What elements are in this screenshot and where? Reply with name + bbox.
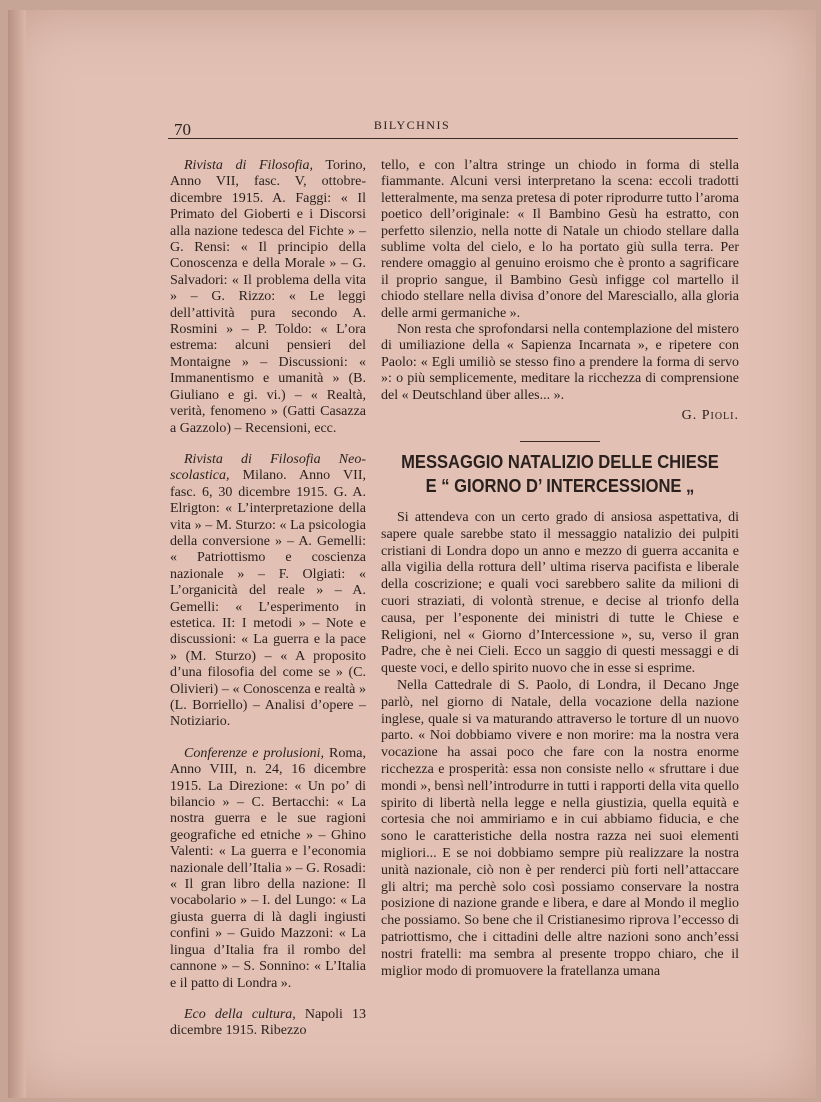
article-headline: [395, 450, 724, 498]
author-signature: G. Pioli.: [681, 408, 739, 424]
periodical-entry: [170, 158, 366, 437]
running-title: BILYCHNIS: [373, 118, 451, 132]
page: [8, 10, 816, 1098]
periodical-entry: [170, 1007, 366, 1040]
binding-edge: [8, 10, 26, 1098]
headline-line-1: MESSAGGIO NATALIZIO DELLE CHIESE: [401, 452, 719, 472]
article-paragraph: Si attendeva con un certo grado di ansiosa aspettativa, di sapere quale sarebbe stato il messaggio natalizio dei pulpiti cristiani di Londra dopo un anno e mezzo di guerra accanita e alla vigilia della rottura dell’ ultima riserva pacifista e liberale della coscrizione; e quali voci sarebbero salite da milioni di cuori straziati, di volontà strenue, e decise al trionfo della causa, per l’esponente dei ministri di tutte le Chiese e Religioni, nel « Giorno d’Intercessione », su, verso il gran Padre, che è nei Cieli. Ecco un saggio di questi messaggi e di queste voci, e dello spirito nuovo che in esse si esprime.: [381, 510, 739, 677]
section-separator: [520, 441, 600, 442]
periodical-title: Rivista di Filosofia,: [184, 158, 314, 173]
closing-paragraph: Non resta che sprofondarsi nella contemplazione del mistero di umiliazione della « Sapienza Incarnata », e ripetere con Paolo: « Egli umiliò se stesso fino a prendere la forma di servo »: o più semplicemente, meditare la ricchezza di comprensione del « Deutschland über alles... ».: [381, 322, 739, 403]
continued-paragraph: tello, e con l’altra stringe un chiodo in forma di stella fiammante. Alcuni versi interpretano la scena: eccoli tradotti letteralmente, ma senza pretesa di poter riprodurre tutto l’aroma poetico dell’originale: « Il Bambino Gesù ha estratto, con perfetto silenzio, nella notte di Natale un chiodo stellare dalla sublime volta del cielo, e lo ha portato giù sulla terra. Per rendere omaggio al genuino eroismo che è pronto a sagrificare il proprio sangue, il Bambino Gesù infigge col martello il chiodo stellare nella divisa d’onore del Maresciallo, alla gloria delle armi germaniche ».: [381, 158, 740, 321]
article-paragraph: Nella Cattedrale di S. Paolo, di Londra, il Decano Jnge parlò, nel giorno di Natale, della vocazione della nazione inglese, quale si va maturando attraverso le torture dl un nuovo parto. « Noi dobbiamo vivere e non morire: ma la nostra vera vocazione ha assai poco che fare con la nostra enorme ricchezza e prosperità: essa non consiste nello « sfruttare i due mondi », bensì nell’introdurre in tutti i rapporti della vita quello spirito di libertà nella legge e nella giustizia, quella equità e cortesia che noi ammiriamo e in cui abbiamo fiducia, e che sono le caratteristiche della nostra razza nei suoi elementi migliori... E se noi dobbiamo sempre più realizzare la nostra unità nazionale, ciò non è per renderci più forti nell’attaccare gli altri; ma perchè solo così possiamo conservare la nostra posizione di nazione grande e libera, e dare al Mondo il meglio che possiamo. So bene che il Cristianesimo riprova l’eccesso di patriottismo, che i cittadini delle altre nazioni sono anch’essi nostri fratelli: ma sembra al presente troppo chiaro, che il miglior modo di promuovere la fratellanza umana: [381, 677, 739, 979]
periodical-contents: Milano. Anno VII, fasc. 6, 30 dicembre 1915. G. A. Elrigton: « L’interpretazione della vita » – M. Sturzo: « La psicologia della conversione » – A. Gemelli: « Patriottismo e coscienza nazionale » – F. Olgiati: « L’organicità del reale » – A. Gemelli: « L’esperimento in estetica. II: I metodi » – Note e discussioni: « La guerra e la pace » (M. Sturzo) – « A proposito d’una filosofia del come se » (C. Olivieri) – « Conoscenza e realtà » (L. Borriello) – Analisi d’opere – Notiziario.: [170, 468, 366, 730]
headline-line-2: E “ GIORNO D’ INTERCESSIONE „: [425, 476, 695, 496]
periodical-contents: Torino, Anno VII, fasc. V, ottobre-dicembre 1915. A. Faggi: « Il Primato del Gioberti e i Discorsi alla nazione tedesca del Fichte » – G. Rensi: « Il principio della Conoscenza e della Morale » – G. Salvadori: « Il problema della vita » – G. Rizzo: « Le leggi dell’attività pura secondo A. Rosmini » – P. Toldo: « L’ora estrema: alcuni pensieri del Montaigne » – Discussioni: « Immanentismo e umanità » (B. Giuliano e gi. vi.) – « Realtà, verità, fenomeno » (Gatti Casazza a Gazzolo) – Recensioni, ecc.: [170, 158, 366, 436]
page-number: 70: [174, 120, 191, 139]
periodical-contents: Napoli 13 dicembre 1915. Ribezzo: [170, 1006, 366, 1039]
periodical-title: Rivista di Filosofia Neo-scolastica,: [170, 451, 366, 484]
left-column: [170, 158, 366, 1055]
periodical-entry: [170, 452, 366, 731]
header-rule: [168, 138, 738, 139]
periodical-contents: Roma, Anno VIII, n. 24, 16 dicembre 1915. La Direzione: « Un po’ di bilancio » – C. Bertacchi: « La nostra guerra e le sue ragioni geografiche ed etniche » – Ghino Valenti: « La guerra e l’economia nazionale dell’Italia » – G. Rosadi: « Il gran libro della nazione: Il vocabolario » – I. del Lungo: « La giusta guerra di là dagli ingiusti confini » – Guido Mazzoni: « La lingua d’Italia fra il rombo del cannone » – S. Sonnino: « L’Italia e il patto di Londra ».: [170, 745, 366, 991]
periodical-entry: [170, 746, 366, 992]
right-column: [381, 158, 739, 442]
article-body: [381, 510, 739, 980]
periodical-title: Conferenze e prolusioni,: [184, 745, 325, 761]
periodical-title: Eco della cultura,: [184, 1006, 296, 1022]
